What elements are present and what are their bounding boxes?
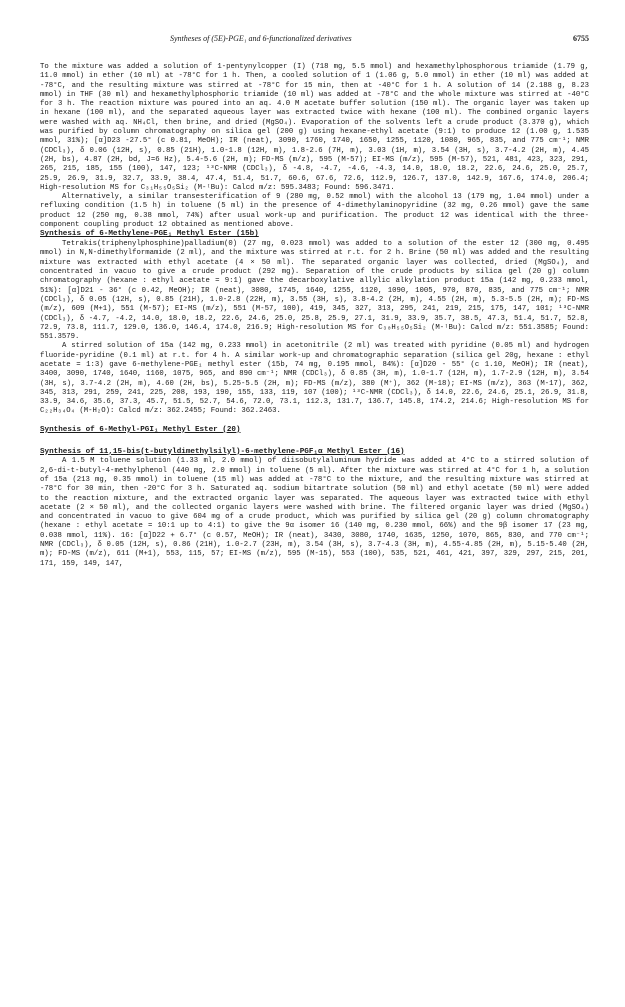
section-heading-16: Synthesis of 11,15-bis(t-butyldimethylsilyl)-6-methylene-PGF₁α Methyl Ester (16) [40,447,405,456]
article-body [40,63,589,569]
running-head-title: Syntheses of (5E)-PGE₁ and 6-functionalized derivatives [170,34,352,43]
running-head [40,34,589,43]
paragraph-desilylation: A stirred solution of 15a (142 mg, 0.233 mmol) in acetonitrile (2 ml) was treated with pyridine (0.05 ml) and hydrogen fluoride-pyridine (0.1 ml) at r.t. for 4 h. A similar work-up and chromatographic separation (silica gel 20g, hexane : ethyl acetate = 1:3) gave 6-methylene-PGE₁ methyl ester (15b, 74 mg, 0.195 mmol, 84%): [α]D20 - 55° (c 1.10, MeOH); IR (neat), 3400, 3090, 1740, 1640, 1160, 1075, 965, and 890 cm⁻¹; NMR (CDCl₃), δ 0.85 (3H, m), 1.0-1.7 (12H, m), 1.7-2.9 (12H, m), 3.54 (3H, s), 3.7-4.2 (2H, m), 4.60 (2H, bs), 5.25-5.5 (2H, m); FD-MS (m/z), 380 (M⁺), 362 (M-18); EI-MS (m/z), 363 (M-17), 362, 345, 313, 291, 259, 241, 225, 208, 193, 190, 155, 133, 119, 107 (100); ¹³C-NMR (CDCl₃), δ 14.0, 22.6, 24.6, 25.1, 26.9, 31.8, 33.9, 34.6, 35.6, 37.3, 45.7, 51.5, 52.7, 54.6, 72.0, 73.1, 112.3, 131.7, 136.7, 145.8, 174.2, 214.6; High-resolution MS for C₂₂H₃₄O₄ (M-H₂O): Calcd m/z: 362.2455; Found: 362.2463. [40,342,589,416]
paragraph-transesterification: Alternatively, a similar transesterification of 9 (280 mg, 0.52 mmol) with the alcohol 13 (179 mg, 1.04 mmol) under a refluxing condition (1.5 h) in toluene (5 ml) in the presence of 4-dimethylaminopyridine (32 mg, 0.26 mmol) gave the same product 12 (250 mg, 0.38 mmol, 74%) after usual work-up and purification. The product 12 was identical with the three-component coupling product 12 obtained as mentioned above. [40,193,589,230]
section-heading-15b: Synthesis of 6-Methylene-PGE₁ Methyl Ester (15b) [40,230,259,239]
page-number: 6755 [573,34,589,43]
paragraph-palladium-procedure: Tetrakis(triphenylphosphine)palladium(0) (27 mg, 0.023 mmol) was added to a solution of the ester 12 (300 mg, 0.495 mmol) in N,N-dimethylformamide (2 ml), and the mixture was stirred at r.t. for 2 h. Brine (50 ml) was added and the resulting mixture was extracted with ethyl acetate (4 × 50 ml). The separated organic layer was collected, dried (MgSO₄), and concentrated in vacuo to give a crude product (292 mg). Separation of the crude products by silica gel (20 g) column chromatography (hexane : ethyl acetate = 9:1) gave the decarboxylative allylic alkylation product 15a (142 mg, 0.233 mmol, 51%): [α]D21 - 36° (c 0.42, MeOH); IR (neat), 3080, 1745, 1640, 1255, 1120, 1090, 1005, 970, 870, 835, and 775 cm⁻¹; NMR (CDCl₃), δ 0.05 (12H, s), 0.85 (21H), 1.0-2.8 (22H, m), 3.55 (3H, s), 3.8-4.2 (2H, m), 4.55 (2H, m), 5.3-5.5 (2H, m); FD-MS (m/z), 609 (M+1), 551 (M-57); EI-MS (m/z), 551 (M-57, 100), 419, 345, 327, 313, 295, 241, 219, 215, 175, 147, 101; ¹³C-NMR (CDCl₃), δ -4.7, -4.2, 14.0, 18.0, 18.2, 22.6, 24.6, 25.0, 25.8, 25.9, 27.1, 31.9, 33.9, 35.7, 38.5, 47.3, 51.4, 51.7, 52.8, 72.9, 73.8, 111.7, 129.0, 136.0, 146.4, 174.0, 216.9; High-resolution MS for C₃₀H₅₅O₅Si₂ (M-ᵗBu): Calcd m/z: 551.3585; Found: 551.3579. [40,240,589,342]
section-heading-20: Synthesis of 6-Methyl-PGI₁ Methyl Ester (20) [40,425,241,434]
paragraph-coupling-procedure: To the mixture was added a solution of 1-pentynylcopper (I) (718 mg, 5.5 mmol) and hexamethylphosphorous triamide (1.79 g, 11.0 mmol) in ether (10 ml) at -78°C for 1 h. Then, a cooled solution of 1 (1.06 g, 5.0 mmol) in ether (10 ml) was added at -78°C, and the resulting mixture was stirred at -78°C for 15 min, then at -40°C for 1 h. A solution of 14 (2.188 g, 8.23 mmol) in THF (30 ml) and hexamethylphosphoric triamide (10 ml) was added at -78°C and the whole mixture was stirred at -40°C for 3 h. The reaction mixture was poured into an aq. 4.0 M acetate buffer solution (150 ml). The organic layer was taken up in hexane (100 ml), and the separated aqueous layer was extracted twice with hexane (100 ml). The combined organic layers were washed with aq. NH₄Cl, then brine, and dried (MgSO₄). Evaporation of the solvents left a crude product (3.370 g), which was purified by column chromatography on silica gel (200 g) using hexane-ethyl acetate (9:1) to produce 12 (1.00 g, 1.535 mmol, 31%); [α]D23 -27.5° (c 0.81, MeOH); IR (neat), 3090, 1760, 1740, 1650, 1255, 1120, 1080, 965, 835, and 775 cm⁻¹; NMR (CDCl₃), δ 0.06 (12H, s), 0.85 (21H), 1.0-1.8 (12H, m), 1.8-2.6 (7H, m), 3.03 (1H, m), 3.54 (3H, s), 3.7-4.2 (2H, m), 4.45 (2H, bs), 4.87 (2H, bd, J=6 Hz), 5.4-5.6 (2H, m); FD-MS (m/z), 595 (M-57); EI-MS (m/z), 595 (M-57), 521, 481, 423, 323, 291, 265, 215, 185, 155 (100), 147, 123; ¹³C-NMR (CDCl₃), δ -4.8, -4.7, -4.6, -4.3, 14.0, 18.0, 18.2, 22.6, 24.6, 25.0, 25.7, 25.9, 26.9, 31.9, 32.7, 33.9, 38.4, 47.4, 51.4, 51.7, 60.6, 67.6, 72.6, 112.9, 126.7, 137.0, 142.9, 167.6, 174.0, 206.4; High-resolution MS for C₃₁H₅₅O₅Si₂ (M-ᵗBu): Calcd m/z: 595.3483; Found: 596.3471. [40,63,589,192]
paragraph-reduction-procedure: A 1.5 M toluene solution (1.33 ml, 2.0 mmol) of diisobutylaluminum hydride was added at 4°C to a stirred solution of 2,6-di-t-butyl-4-methylphenol (440 mg, 2.0 mmol) in toluene (5 ml). After the mixture was stirred at 4°C for 1 h, a solution of 15a (213 mg, 0.35 mmol) in toluene (15 ml) was added at -78°C to the mixture, and the resulting mixture was stirred at -78°C for 30 min, then -20°C for 3 h. Saturated aq. sodium bitartrate solution (50 ml) and ethyl acetate (50 ml) were added to the reaction mixture, and the extracted organic layer was separated. The aqueous layer was extracted twice with ethyl acetate (2 × 50 ml), and the collected organic layers were washed with brine. The filtered organic layer was dried (MgSO₄) and concentrated in vacuo to give 604 mg of a crude product, which was purified by silica gel (20 g) column chromatography (hexane : ethyl acetate = 10:1 up to 4:1) to give the 9α isomer 16 (140 mg, 0.230 mmol, 66%) and the 9β isomer 17 (23 mg, 0.038 mmol, 11%). 16: [α]D22 + 6.7° (c 0.57, MeOH); IR (neat), 3430, 3080, 1740, 1635, 1250, 1070, 865, 830, and 770 cm⁻¹; NMR (CDCl₃), δ 0.05 (12H, s), 0.86 (21H), 1.0-2.7 (23H, m), 3.54 (3H, s), 3.7-4.3 (3H, m), 4.55-4.85 (2H, m), 5.15-5.40 (2H, m); FD-MS (m/z), 611 (M+1), 553, 115, 57; EI-MS (m/z), 595 (M-15), 553 (100), 535, 521, 461, 421, 397, 329, 297, 215, 201, 171, 159, 149, 147, [40,457,589,568]
